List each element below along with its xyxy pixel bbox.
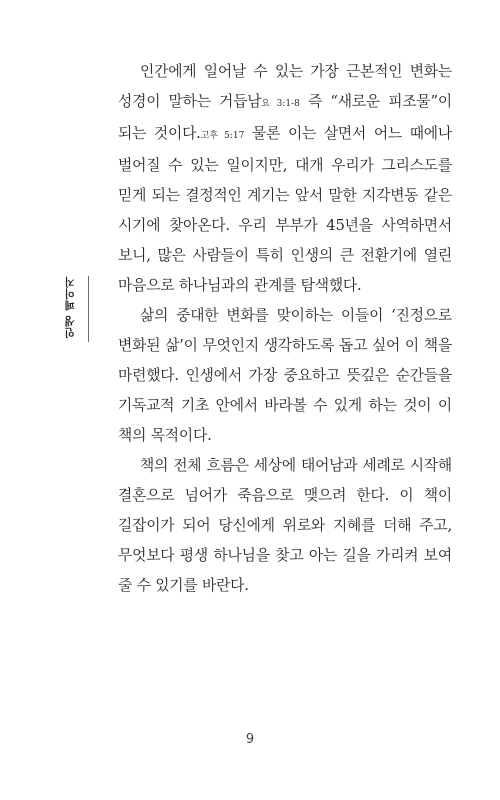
- paragraph: [118, 451, 452, 601]
- paragraph: [118, 301, 452, 451]
- paragraph-text: 물론 이는 살면서 어느 때에나 벌어질 수 있는 일이지만, 대개 우리가 그리스도를 믿게 되는 결정적인 계기는 앞서 말한 지각변동 같은 시기에 찾아온다. 우리 부부가 45년을 사역하면서 보니, 많은 사람들이 특히 인생의 큰 전환기에 열린 마음으로 하나님과의 관계를 탐색했다.: [118, 125, 452, 294]
- running-header-title: 인생 페이지: [64, 276, 76, 339]
- page-number: 9: [245, 732, 255, 747]
- paragraph-text: 삶의 중대한 변화를 맞이하는 이들이 ‘진정으로 변화된 삶’이 무엇인지 생각하도록 돕고 싶어 이 책을 마련했다. 인생에서 가장 중요하고 뜻깊은 순간들을 기독교적 기초 안에서 바라볼 수 있게 하는 것이 이 책의 목적이다.: [118, 307, 452, 444]
- paragraph: [118, 57, 452, 301]
- running-header: [60, 276, 89, 342]
- scripture-reference: 고후 5:17: [200, 131, 245, 141]
- scripture-reference: 요 3:1-8: [261, 99, 300, 109]
- paragraph-text: 인간에게 일어날 수 있는 가장 근본적인 변화는 성경이 말하는 거듭남: [118, 63, 452, 110]
- paragraph-text: 책의 전체 흐름은 세상에 태어남과 세례로 시작해 결혼으로 넘어가 죽음으로 맺으려 한다. 이 책이 길잡이가 되어 당신에게 위로와 지혜를 더해 주고, 무엇보다 평생 하나님을 찾고 아는 길을 가리켜 보여 줄 수 있기를 바란다.: [118, 457, 452, 594]
- paragraph-text: 즉 “새로운 피조물”이 되는 것이다.: [118, 93, 452, 142]
- body-text: [118, 57, 452, 601]
